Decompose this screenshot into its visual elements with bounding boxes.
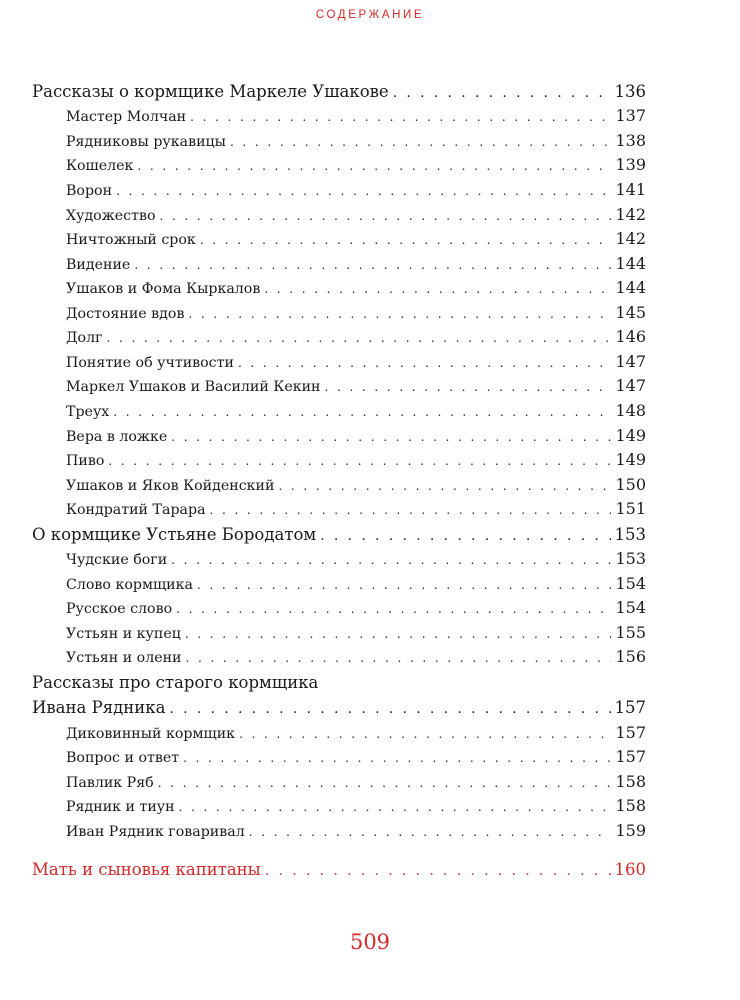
- page-number: 509: [349, 930, 391, 954]
- dot-leader: [320, 524, 610, 547]
- dot-leader: [171, 425, 611, 449]
- toc-entry-title: Ничтожный срок: [66, 232, 196, 249]
- toc-entry-title: Треух: [66, 403, 110, 420]
- toc-entry-title: Вопрос и ответ: [66, 750, 180, 767]
- dot-leader: [197, 573, 612, 597]
- toc-entry[interactable]: [32, 621, 646, 646]
- toc-entry-page: 151: [615, 499, 646, 519]
- dot-leader: [230, 130, 611, 154]
- toc-entry-title: Маркел Ушаков и Василий Кекин: [66, 379, 321, 396]
- toc-entry[interactable]: [32, 227, 646, 252]
- toc-entry-title: Вера в ложке: [66, 428, 168, 445]
- toc-entry-page: 155: [615, 622, 646, 642]
- dot-leader: [134, 253, 611, 277]
- dot-leader: [186, 646, 612, 670]
- toc-entry-page: 144: [615, 253, 646, 273]
- dot-leader: [176, 597, 611, 621]
- toc-entry[interactable]: [32, 745, 646, 770]
- toc-entry-title: Ушаков и Фома Кыркалов: [66, 281, 261, 298]
- dot-leader: [265, 859, 611, 882]
- toc-entry-page: 136: [614, 82, 646, 101]
- dot-leader: [210, 498, 612, 522]
- toc-entry[interactable]: [32, 374, 646, 399]
- toc-entry-page: 145: [615, 302, 646, 322]
- dot-leader: [278, 474, 611, 498]
- toc-entry-title: Слово кормщика: [66, 576, 193, 593]
- dot-leader: [190, 105, 611, 129]
- toc-entry[interactable]: [32, 350, 646, 375]
- toc-entry-title: Мать и сыновья капитаны: [32, 860, 261, 880]
- toc-entry-page: 138: [615, 130, 646, 150]
- toc-entry[interactable]: [32, 104, 646, 129]
- toc-entry-title: Мастер Молчан: [66, 109, 187, 126]
- toc-entry-page: 153: [614, 524, 646, 544]
- dot-leader: [325, 375, 612, 399]
- dot-leader: [171, 548, 611, 572]
- toc-entry[interactable]: [32, 399, 646, 424]
- toc-section-title-line: Рассказы про старого кормщика: [32, 672, 319, 692]
- dot-leader: [393, 81, 611, 104]
- toc-entry-title: Чудские боги: [66, 552, 168, 569]
- toc-entry-title: Долг: [66, 330, 103, 347]
- running-head: СОДЕРЖАНИЕ: [315, 9, 425, 21]
- toc-entry-page: 149: [615, 450, 646, 470]
- toc-entry-page: 148: [615, 400, 646, 420]
- toc-section-entry[interactable]: [32, 79, 646, 104]
- toc-entry-page: 147: [615, 351, 646, 371]
- toc-entry-page: 137: [615, 106, 646, 126]
- toc-entry-title: Устьян и купец: [66, 625, 181, 642]
- toc-entry-page: 158: [615, 796, 646, 816]
- toc-section-entry[interactable]: [32, 857, 646, 882]
- toc-entry-page: 158: [615, 771, 646, 791]
- dot-leader: [160, 204, 612, 228]
- toc-entry-title: Достояние вдов: [66, 305, 185, 322]
- dot-leader: [179, 795, 612, 819]
- toc-entry[interactable]: [32, 645, 646, 670]
- toc-entry[interactable]: [32, 547, 646, 572]
- toc-entry[interactable]: [32, 325, 646, 350]
- toc-entry[interactable]: [32, 178, 646, 203]
- toc-section-entry[interactable]: [32, 522, 646, 547]
- toc-entry-page: 154: [615, 598, 646, 618]
- toc-entry[interactable]: [32, 596, 646, 621]
- toc-entry-title: Диковинный кормщик: [66, 725, 236, 742]
- toc-entry-page: 157: [615, 722, 646, 742]
- dot-leader: [169, 697, 610, 720]
- toc-entry-page: 159: [615, 820, 646, 840]
- toc-entry[interactable]: [32, 448, 646, 473]
- toc-entry-title: Павлик Ряб: [66, 774, 154, 791]
- toc-entry-page: 154: [615, 573, 646, 593]
- dot-leader: [183, 746, 611, 770]
- toc-entry-page: 141: [615, 180, 646, 200]
- toc-entry[interactable]: [32, 819, 646, 844]
- dot-leader: [264, 277, 611, 301]
- toc-entry-title: Иван Рядник говаривал: [66, 823, 245, 840]
- toc-entry[interactable]: [32, 301, 646, 326]
- toc-entry[interactable]: [32, 276, 646, 301]
- toc-entry-page: 150: [615, 474, 646, 494]
- toc-entry[interactable]: [32, 572, 646, 597]
- table-of-contents: [32, 79, 646, 883]
- toc-entry[interactable]: [32, 129, 646, 154]
- toc-entry-page: 142: [615, 204, 646, 224]
- dot-leader: [239, 722, 611, 746]
- dot-leader: [137, 154, 611, 178]
- toc-entry-page: 146: [615, 327, 646, 347]
- toc-entry-page: 149: [615, 425, 646, 445]
- toc-entry[interactable]: [32, 153, 646, 178]
- toc-entry-page: 147: [615, 376, 646, 396]
- toc-entry-title: Ворон: [66, 183, 113, 200]
- toc-entry-title: Кондратий Тарара: [66, 502, 206, 519]
- toc-entry-page: 160: [614, 860, 646, 880]
- toc-entry-title: Видение: [66, 256, 131, 273]
- dot-leader: [249, 820, 612, 844]
- toc-entry-page: 153: [615, 549, 646, 569]
- toc-entry[interactable]: [32, 203, 646, 228]
- toc-entry-title: Рядниковы рукавицы: [66, 133, 226, 150]
- toc-entry[interactable]: [32, 770, 646, 795]
- toc-entry-page: 142: [615, 229, 646, 249]
- dot-leader: [238, 351, 612, 375]
- toc-entry[interactable]: [32, 497, 646, 522]
- toc-entry-page: 157: [615, 747, 646, 767]
- dot-leader: [158, 771, 612, 795]
- toc-entry-page: 156: [615, 647, 646, 667]
- toc-entry-title: Кошелек: [66, 158, 134, 175]
- toc-section-entry[interactable]: [32, 695, 646, 720]
- toc-entry[interactable]: [32, 794, 646, 819]
- toc-entry-title: Пиво: [66, 453, 105, 470]
- toc-entry-title: Художество: [66, 207, 156, 224]
- toc-entry[interactable]: [32, 424, 646, 449]
- toc-entry-title: О кормщике Устьяне Бородатом: [32, 524, 317, 544]
- toc-entry-page: 139: [615, 155, 646, 175]
- toc-entry[interactable]: [32, 721, 646, 746]
- toc-entry-title: Русское слово: [66, 601, 173, 618]
- dot-leader: [116, 179, 611, 203]
- toc-entry-title: Устьян и олени: [66, 650, 182, 667]
- toc-entry[interactable]: [32, 252, 646, 277]
- dot-leader: [113, 400, 611, 424]
- dot-leader: [108, 449, 611, 473]
- toc-entry[interactable]: [32, 473, 646, 498]
- toc-entry-title: Понятие об учтивости: [66, 354, 234, 371]
- toc-entry-title: Рядник и тиун: [66, 799, 175, 816]
- toc-entry-page: 157: [614, 698, 646, 718]
- toc-entry-title: Рассказы о кормщике Маркеле Ушакове: [32, 82, 389, 101]
- toc-entry-title: Ивана Рядника: [32, 698, 166, 718]
- toc-entry-page: 144: [615, 278, 646, 298]
- dot-leader: [188, 302, 611, 326]
- dot-leader: [200, 228, 612, 252]
- toc-entry-title: Ушаков и Яков Койденский: [66, 477, 275, 494]
- dot-leader: [185, 622, 612, 646]
- dot-leader: [107, 326, 612, 350]
